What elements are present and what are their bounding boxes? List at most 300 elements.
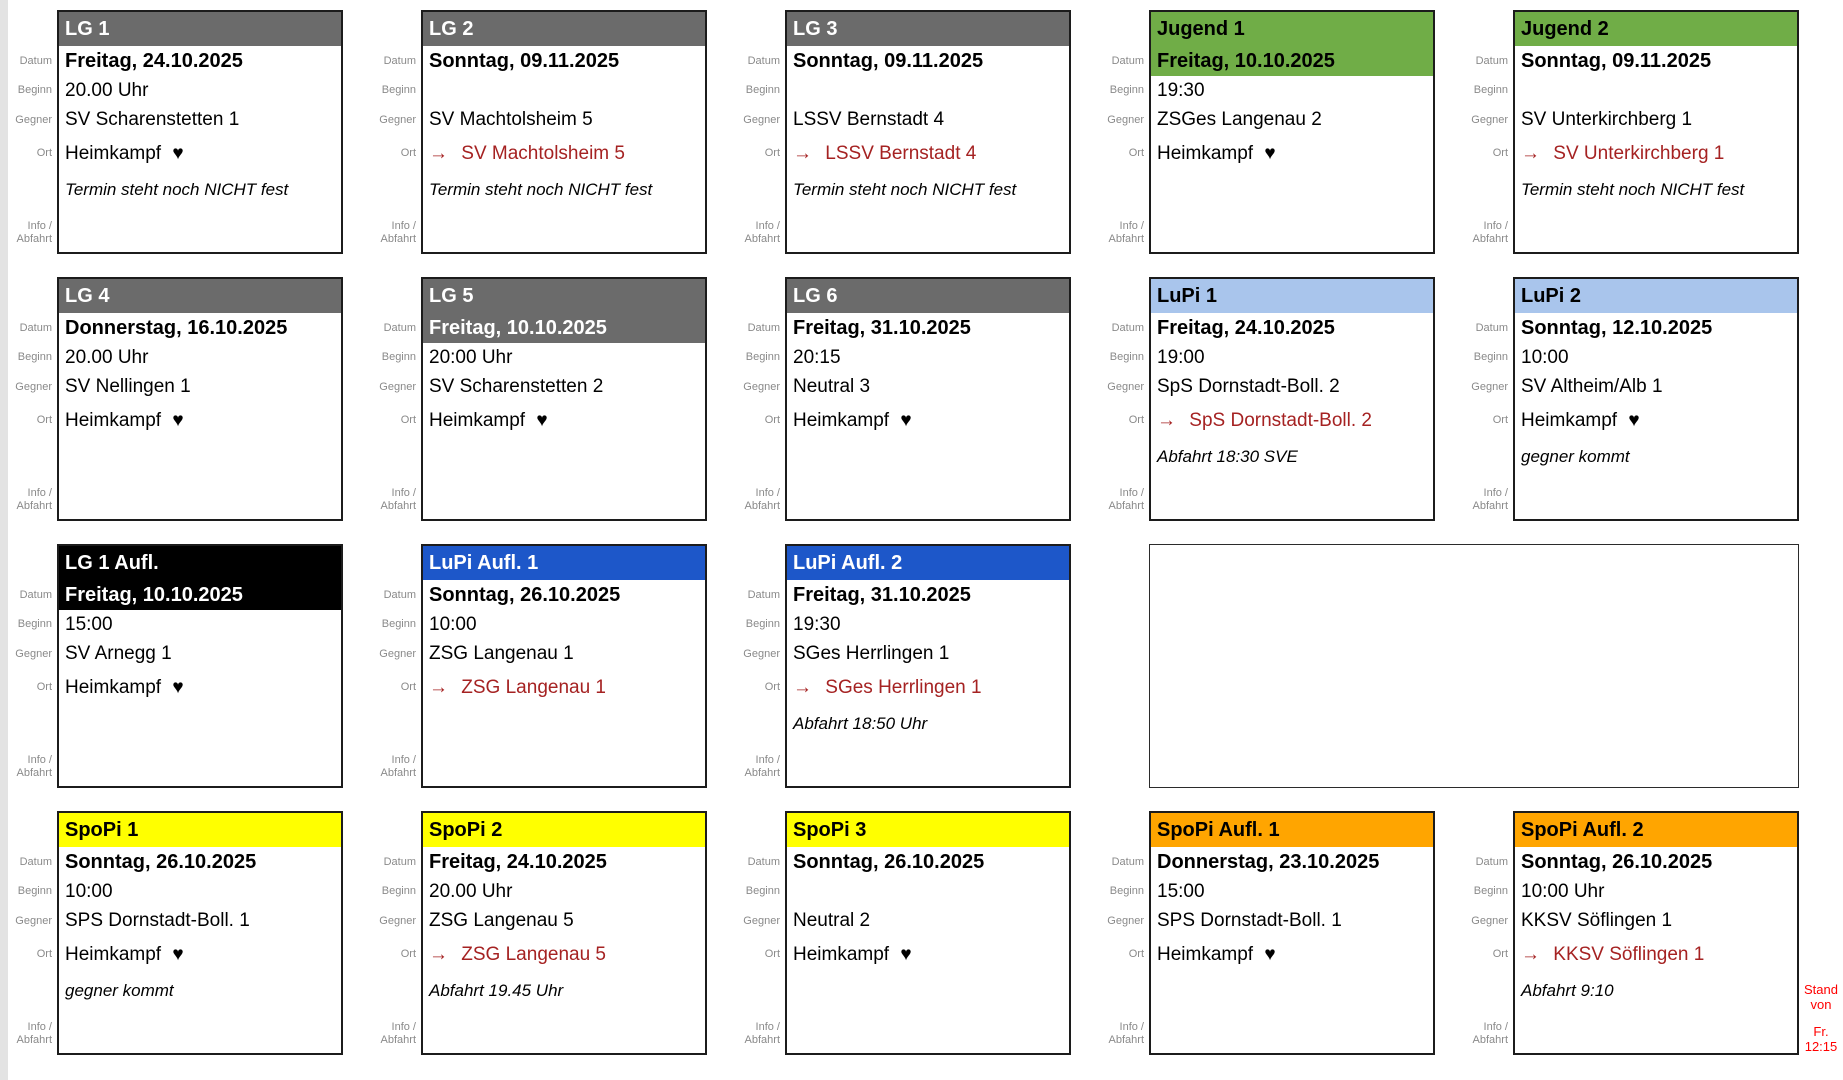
ort-value: Heimkampf xyxy=(65,677,162,698)
card-lg1 xyxy=(57,10,343,254)
opponent-row xyxy=(1151,105,1433,135)
card-title: SpoPi 1 xyxy=(65,819,139,841)
row-labels xyxy=(728,544,785,788)
card-lg4 xyxy=(57,277,343,521)
label-beginn: Beginn xyxy=(745,84,780,96)
label-info-line2: Abfahrt xyxy=(1108,500,1144,512)
schedule-cell xyxy=(728,811,1092,1055)
time-row xyxy=(59,343,341,372)
label-info-line1: Info / xyxy=(755,487,780,499)
card-header xyxy=(423,12,705,46)
row-labels xyxy=(0,811,57,1055)
label-beginn: Beginn xyxy=(17,885,52,897)
schedule-cell xyxy=(364,277,728,521)
label-gegner: Gegner xyxy=(1107,380,1144,393)
date-row xyxy=(1515,46,1797,76)
schedule-cell xyxy=(1456,277,1820,521)
label-beginn: Beginn xyxy=(17,84,52,96)
time-row xyxy=(1151,877,1433,906)
opponent-value: SV Nellingen 1 xyxy=(65,376,191,397)
schedule-cell xyxy=(364,544,728,788)
heart-icon: ♥ xyxy=(1264,143,1276,164)
opponent-row xyxy=(59,105,341,135)
date-value: Sonntag, 26.10.2025 xyxy=(793,851,985,873)
time-value: 20:00 Uhr xyxy=(429,347,513,368)
label-beginn: Beginn xyxy=(17,618,52,630)
ort-value: ZSG Langenau 1 xyxy=(461,677,606,698)
label-info-line2: Abfahrt xyxy=(16,500,52,512)
card-title: LG 5 xyxy=(429,285,474,307)
label-ort: Ort xyxy=(1128,414,1144,426)
info-row xyxy=(59,172,341,252)
card-lg1aufl xyxy=(57,544,343,788)
schedule-row xyxy=(0,10,1820,254)
ort-value: Heimkampf xyxy=(793,944,890,965)
info-row xyxy=(1151,439,1433,519)
label-info-abfahrt xyxy=(381,754,416,788)
schedule-cell xyxy=(1092,10,1456,254)
heart-icon: ♥ xyxy=(900,410,912,431)
row-labels xyxy=(0,10,57,254)
away-arrow-icon: → xyxy=(429,143,448,164)
date-value: Donnerstag, 16.10.2025 xyxy=(65,317,288,339)
label-datum: Datum xyxy=(383,321,416,334)
opponent-value: SV Scharenstetten 1 xyxy=(65,109,240,130)
label-info-abfahrt xyxy=(745,754,780,788)
heart-icon: ♥ xyxy=(172,410,184,431)
label-datum: Datum xyxy=(383,855,416,868)
label-gegner: Gegner xyxy=(379,380,416,393)
label-info-line1: Info / xyxy=(391,220,416,232)
schedule-cell xyxy=(1456,10,1820,254)
opponent-row xyxy=(423,372,705,402)
label-ort: Ort xyxy=(1492,414,1508,426)
time-value: 15:00 xyxy=(65,614,113,635)
time-row xyxy=(59,610,341,639)
label-ort: Ort xyxy=(764,948,780,960)
away-arrow-icon: → xyxy=(1521,944,1540,965)
time-row xyxy=(787,76,1069,105)
card-title: LuPi Aufl. 1 xyxy=(429,552,539,574)
date-row xyxy=(59,580,341,610)
info-row xyxy=(1515,172,1797,252)
card-header xyxy=(59,279,341,313)
time-value: 20.00 Uhr xyxy=(65,80,149,101)
ort-value: ZSG Langenau 5 xyxy=(461,944,606,965)
ort-row xyxy=(59,936,341,973)
time-value: 19:00 xyxy=(1157,347,1205,368)
opponent-row xyxy=(59,372,341,402)
date-row xyxy=(787,580,1069,610)
row-labels xyxy=(1092,10,1149,254)
row-labels xyxy=(0,277,57,521)
time-value: 10:00 xyxy=(429,614,477,635)
label-ort: Ort xyxy=(36,681,52,693)
label-ort: Ort xyxy=(764,681,780,693)
heart-icon: ♥ xyxy=(172,677,184,698)
ort-value: SpS Dornstadt-Boll. 2 xyxy=(1189,410,1372,431)
row-labels xyxy=(364,277,421,521)
date-value: Freitag, 24.10.2025 xyxy=(1157,317,1335,339)
label-info-abfahrt xyxy=(745,1021,780,1055)
date-value: Freitag, 24.10.2025 xyxy=(429,851,607,873)
time-value: 10:00 xyxy=(1521,347,1569,368)
time-row xyxy=(423,76,705,105)
label-info-line1: Info / xyxy=(1119,220,1144,232)
ort-row xyxy=(1515,135,1797,172)
info-row xyxy=(59,439,341,519)
card-header xyxy=(1151,813,1433,847)
date-value: Freitag, 31.10.2025 xyxy=(793,584,971,606)
schedule-cell xyxy=(0,811,364,1055)
info-value: Termin steht noch NICHT fest xyxy=(65,180,289,199)
date-value: Donnerstag, 23.10.2025 xyxy=(1157,851,1380,873)
schedule-cell xyxy=(728,10,1092,254)
date-value: Sonntag, 09.11.2025 xyxy=(429,50,620,72)
label-info-line2: Abfahrt xyxy=(744,500,780,512)
date-value: Freitag, 10.10.2025 xyxy=(429,317,607,339)
info-row xyxy=(787,973,1069,1053)
date-row xyxy=(787,313,1069,343)
info-row xyxy=(787,706,1069,786)
info-row xyxy=(423,973,705,1053)
opponent-row xyxy=(1515,372,1797,402)
date-row xyxy=(1151,313,1433,343)
label-gegner: Gegner xyxy=(15,113,52,126)
card-spopiaufl1 xyxy=(1149,811,1435,1055)
row-labels xyxy=(1092,811,1149,1055)
date-value: Sonntag, 26.10.2025 xyxy=(65,851,257,873)
label-datum: Datum xyxy=(19,54,52,67)
info-value: Termin steht noch NICHT fest xyxy=(793,180,1017,199)
date-value: Sonntag, 09.11.2025 xyxy=(1521,50,1712,72)
label-info-abfahrt xyxy=(17,1021,52,1055)
time-value: 10:00 xyxy=(65,881,113,902)
date-value: Sonntag, 26.10.2025 xyxy=(429,584,621,606)
label-ort: Ort xyxy=(764,147,780,159)
label-info-line1: Info / xyxy=(1119,487,1144,499)
ort-row xyxy=(59,402,341,439)
ort-value: SGes Herrlingen 1 xyxy=(825,677,982,698)
opponent-row xyxy=(1515,105,1797,135)
opponent-value: SpS Dornstadt-Boll. 2 xyxy=(1157,376,1340,397)
label-info-line1: Info / xyxy=(755,754,780,766)
label-gegner: Gegner xyxy=(1471,380,1508,393)
opponent-value: SV Scharenstetten 2 xyxy=(429,376,604,397)
time-row xyxy=(1515,343,1797,372)
opponent-value: Neutral 3 xyxy=(793,376,871,397)
card-title: LG 4 xyxy=(65,285,110,307)
opponent-value: ZSG Langenau 5 xyxy=(429,910,574,931)
label-beginn: Beginn xyxy=(1109,351,1144,363)
ort-row xyxy=(787,135,1069,172)
label-datum: Datum xyxy=(383,54,416,67)
label-datum: Datum xyxy=(19,588,52,601)
opponent-value: Neutral 2 xyxy=(793,910,871,931)
schedule-row xyxy=(0,277,1820,521)
status-timestamp-line1: Stand von xyxy=(1804,982,1838,1012)
time-value: 15:00 xyxy=(1157,881,1205,902)
label-gegner: Gegner xyxy=(1471,113,1508,126)
label-info-line1: Info / xyxy=(391,1021,416,1033)
card-lg2 xyxy=(421,10,707,254)
time-row xyxy=(787,610,1069,639)
schedule-row xyxy=(0,544,1820,788)
label-ort: Ort xyxy=(36,948,52,960)
ort-value: Heimkampf xyxy=(429,410,526,431)
schedule-cell xyxy=(1092,277,1456,521)
card-spopiaufl2 xyxy=(1513,811,1799,1055)
label-info-line1: Info / xyxy=(27,754,52,766)
card-lupiaufl2 xyxy=(785,544,1071,788)
schedule-cell xyxy=(1092,811,1456,1055)
label-gegner: Gegner xyxy=(1107,914,1144,927)
label-info-line2: Abfahrt xyxy=(16,767,52,779)
ort-value: Heimkampf xyxy=(1157,143,1254,164)
heart-icon: ♥ xyxy=(536,410,548,431)
label-info-line2: Abfahrt xyxy=(16,233,52,245)
label-beginn: Beginn xyxy=(381,84,416,96)
opponent-row xyxy=(1515,906,1797,936)
time-row xyxy=(787,877,1069,906)
ort-value: SV Machtolsheim 5 xyxy=(461,143,625,164)
away-arrow-icon: → xyxy=(429,944,448,965)
label-info-line1: Info / xyxy=(27,220,52,232)
label-beginn: Beginn xyxy=(1109,84,1144,96)
ort-row xyxy=(423,402,705,439)
label-info-abfahrt xyxy=(1109,1021,1144,1055)
card-header xyxy=(59,12,341,46)
label-ort: Ort xyxy=(1492,147,1508,159)
time-value: 19:30 xyxy=(793,614,841,635)
ort-value: SV Unterkirchberg 1 xyxy=(1553,143,1725,164)
card-lg5 xyxy=(421,277,707,521)
ort-value: Heimkampf xyxy=(65,143,162,164)
label-info-line2: Abfahrt xyxy=(1472,500,1508,512)
heart-icon: ♥ xyxy=(1628,410,1640,431)
ort-row xyxy=(1151,936,1433,973)
opponent-value: SV Unterkirchberg 1 xyxy=(1521,109,1693,130)
opponent-row xyxy=(423,906,705,936)
info-row xyxy=(423,439,705,519)
date-row xyxy=(1151,46,1433,76)
schedule-cell xyxy=(728,544,1092,788)
label-beginn: Beginn xyxy=(1109,885,1144,897)
date-row xyxy=(59,46,341,76)
label-info-line1: Info / xyxy=(1483,487,1508,499)
info-value: Abfahrt 18:30 SVE xyxy=(1157,447,1298,466)
label-ort: Ort xyxy=(400,681,416,693)
empty-card-placeholder xyxy=(1149,544,1799,788)
opponent-row xyxy=(423,639,705,669)
opponent-row xyxy=(1151,372,1433,402)
date-row xyxy=(59,313,341,343)
label-info-line2: Abfahrt xyxy=(1472,1034,1508,1046)
schedule-cell xyxy=(0,544,364,788)
date-value: Freitag, 10.10.2025 xyxy=(65,584,243,606)
time-row xyxy=(423,610,705,639)
label-beginn: Beginn xyxy=(745,885,780,897)
label-beginn: Beginn xyxy=(381,618,416,630)
opponent-row xyxy=(787,105,1069,135)
ort-value: Heimkampf xyxy=(1157,944,1254,965)
time-row xyxy=(1515,877,1797,906)
ort-row xyxy=(787,936,1069,973)
ort-row xyxy=(1151,135,1433,172)
row-labels xyxy=(1456,811,1513,1055)
time-value: 19:30 xyxy=(1157,80,1205,101)
date-row xyxy=(59,847,341,877)
card-title: Jugend 1 xyxy=(1157,18,1245,40)
ort-row xyxy=(423,669,705,706)
away-arrow-icon: → xyxy=(1157,410,1176,431)
label-info-line1: Info / xyxy=(1119,1021,1144,1033)
label-info-line1: Info / xyxy=(1483,1021,1508,1033)
card-header xyxy=(787,279,1069,313)
date-value: Sonntag, 26.10.2025 xyxy=(1521,851,1713,873)
row-labels xyxy=(1092,277,1149,521)
date-value: Sonntag, 12.10.2025 xyxy=(1521,317,1713,339)
label-gegner: Gegner xyxy=(379,647,416,660)
time-row xyxy=(59,877,341,906)
card-jugend2 xyxy=(1513,10,1799,254)
heart-icon: ♥ xyxy=(900,944,912,965)
info-row xyxy=(787,172,1069,252)
ort-row xyxy=(59,135,341,172)
card-header xyxy=(1515,12,1797,46)
card-title: LuPi 1 xyxy=(1157,285,1218,307)
opponent-row xyxy=(59,639,341,669)
away-arrow-icon: → xyxy=(793,677,812,698)
ort-row xyxy=(787,669,1069,706)
label-beginn: Beginn xyxy=(381,351,416,363)
card-title: LG 1 xyxy=(65,18,110,40)
row-labels xyxy=(1456,277,1513,521)
card-title: LuPi Aufl. 2 xyxy=(793,552,903,574)
card-spopi2 xyxy=(421,811,707,1055)
ort-row xyxy=(59,669,341,706)
info-row xyxy=(1515,973,1797,1053)
card-title: LG 3 xyxy=(793,18,838,40)
label-datum: Datum xyxy=(1475,54,1508,67)
label-info-abfahrt xyxy=(1473,487,1508,521)
info-value: gegner kommt xyxy=(65,981,174,1000)
schedule-cell xyxy=(364,10,728,254)
label-info-line1: Info / xyxy=(755,1021,780,1033)
date-value: Freitag, 10.10.2025 xyxy=(1157,50,1335,72)
label-info-abfahrt xyxy=(381,487,416,521)
label-info-line2: Abfahrt xyxy=(16,1034,52,1046)
label-gegner: Gegner xyxy=(743,380,780,393)
ort-row xyxy=(423,135,705,172)
opponent-row xyxy=(787,639,1069,669)
label-datum: Datum xyxy=(19,321,52,334)
label-beginn: Beginn xyxy=(17,351,52,363)
label-gegner: Gegner xyxy=(15,914,52,927)
opponent-value: LSSV Bernstadt 4 xyxy=(793,109,945,130)
date-row xyxy=(787,46,1069,76)
date-row xyxy=(1515,847,1797,877)
label-ort: Ort xyxy=(400,948,416,960)
label-info-line2: Abfahrt xyxy=(380,500,416,512)
heart-icon: ♥ xyxy=(172,143,184,164)
opponent-value: SPS Dornstadt-Boll. 1 xyxy=(65,910,250,931)
card-lupi1 xyxy=(1149,277,1435,521)
card-lupiaufl1 xyxy=(421,544,707,788)
row-labels xyxy=(364,10,421,254)
card-title: SpoPi 3 xyxy=(793,819,867,841)
label-beginn: Beginn xyxy=(1473,84,1508,96)
info-value: Abfahrt 18:50 Uhr xyxy=(793,714,928,733)
date-row xyxy=(1151,847,1433,877)
status-timestamp-line2: Fr. 12:15 xyxy=(1804,1024,1838,1054)
label-info-abfahrt xyxy=(17,220,52,254)
label-info-abfahrt xyxy=(745,487,780,521)
label-info-line2: Abfahrt xyxy=(744,767,780,779)
card-jugend1 xyxy=(1149,10,1435,254)
card-header xyxy=(423,546,705,580)
date-row xyxy=(423,46,705,76)
label-datum: Datum xyxy=(1475,321,1508,334)
card-header xyxy=(59,813,341,847)
label-ort: Ort xyxy=(1128,948,1144,960)
label-datum: Datum xyxy=(383,588,416,601)
label-beginn: Beginn xyxy=(745,351,780,363)
label-datum: Datum xyxy=(1111,321,1144,334)
card-spopi1 xyxy=(57,811,343,1055)
info-row xyxy=(1151,973,1433,1053)
card-title: LG 1 Aufl. xyxy=(65,552,159,574)
label-gegner: Gegner xyxy=(15,647,52,660)
card-header xyxy=(1151,12,1433,46)
date-value: Freitag, 24.10.2025 xyxy=(65,50,243,72)
time-row xyxy=(59,76,341,105)
ort-value: KKSV Söflingen 1 xyxy=(1553,944,1705,965)
label-ort: Ort xyxy=(400,147,416,159)
info-row xyxy=(59,706,341,786)
card-header xyxy=(787,813,1069,847)
label-beginn: Beginn xyxy=(745,618,780,630)
card-header xyxy=(787,12,1069,46)
label-beginn: Beginn xyxy=(1473,885,1508,897)
opponent-value: SV Altheim/Alb 1 xyxy=(1521,376,1663,397)
label-datum: Datum xyxy=(1111,54,1144,67)
away-arrow-icon: → xyxy=(793,143,812,164)
time-row xyxy=(423,343,705,372)
info-row xyxy=(1151,172,1433,252)
card-header xyxy=(423,279,705,313)
label-info-line1: Info / xyxy=(755,220,780,232)
card-header xyxy=(1515,813,1797,847)
label-gegner: Gegner xyxy=(1107,113,1144,126)
card-title: SpoPi Aufl. 2 xyxy=(1521,819,1644,841)
info-row xyxy=(787,439,1069,519)
card-lg3 xyxy=(785,10,1071,254)
label-info-line2: Abfahrt xyxy=(744,1034,780,1046)
date-row xyxy=(423,313,705,343)
ort-row xyxy=(787,402,1069,439)
label-gegner: Gegner xyxy=(743,647,780,660)
label-ort: Ort xyxy=(400,414,416,426)
info-row xyxy=(423,172,705,252)
card-header xyxy=(59,546,341,580)
date-row xyxy=(423,580,705,610)
time-row xyxy=(1151,76,1433,105)
label-info-abfahrt xyxy=(381,1021,416,1055)
label-gegner: Gegner xyxy=(15,380,52,393)
row-labels xyxy=(0,544,57,788)
label-info-abfahrt xyxy=(17,487,52,521)
